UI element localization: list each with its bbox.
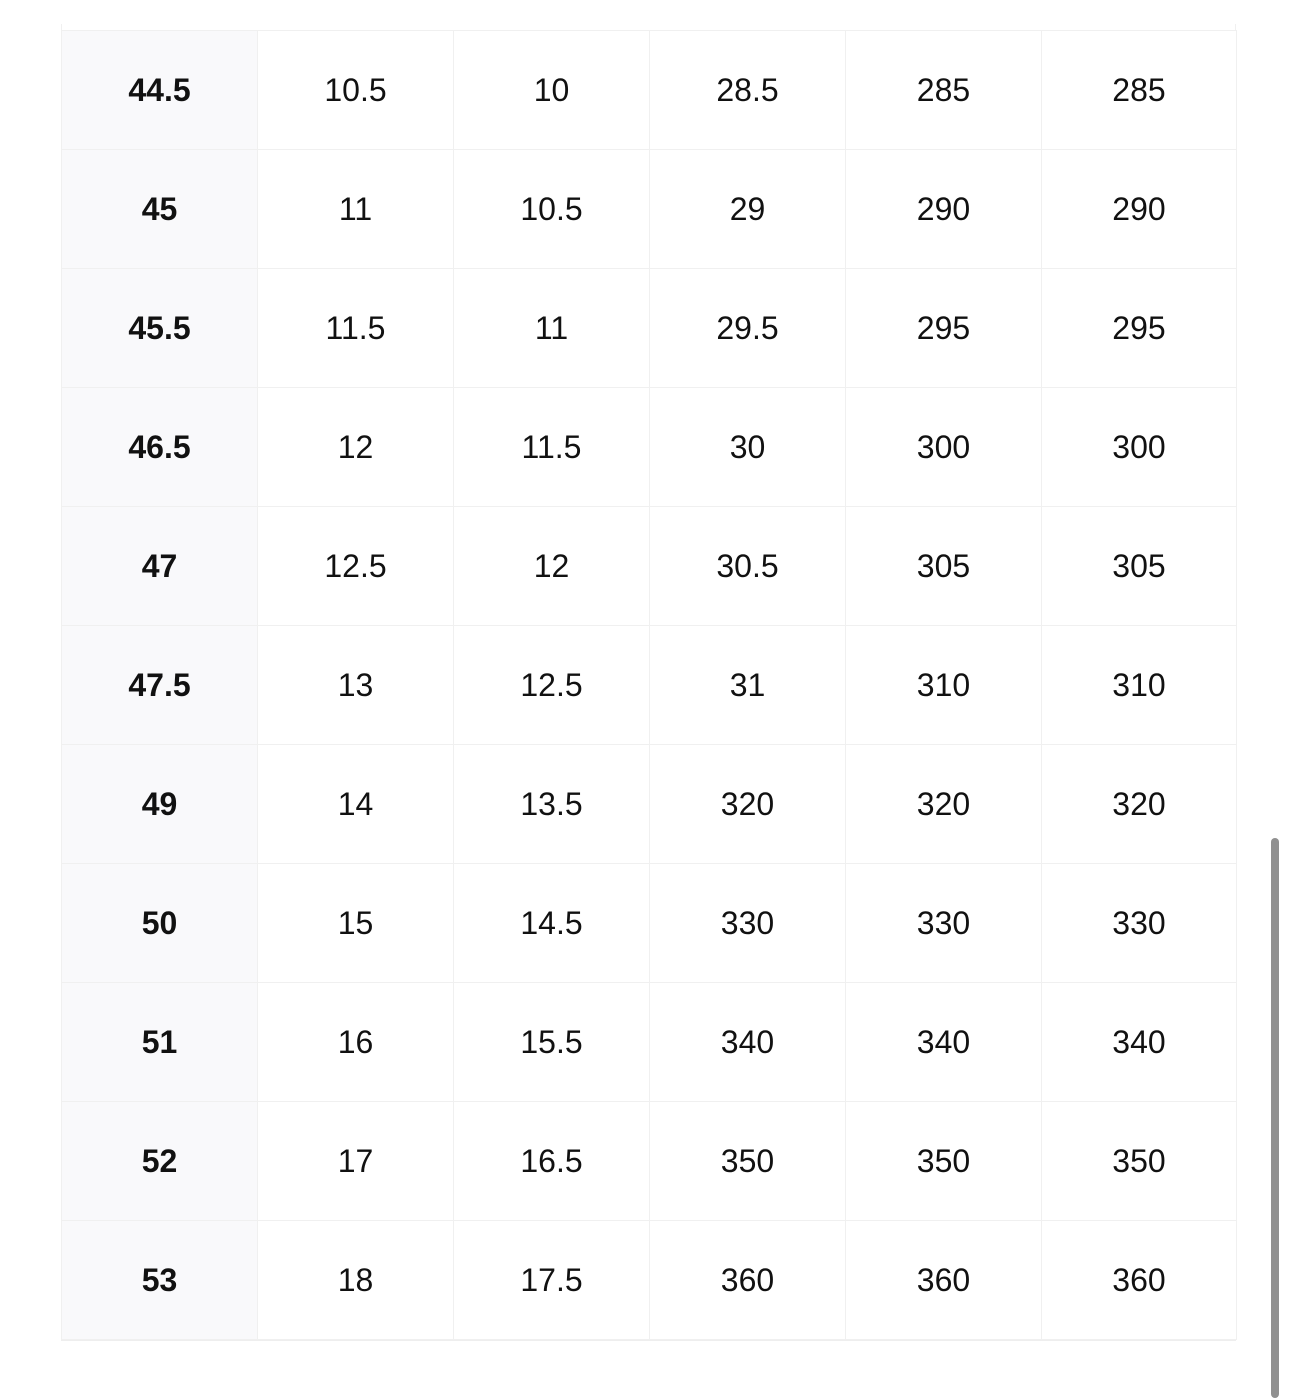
table-row [62, 1102, 1237, 1221]
size-eu-cell: 52 [62, 1102, 258, 1221]
size-value-cell: 350 [650, 1102, 846, 1221]
size-chart-table [61, 30, 1236, 1341]
size-value-cell: 15.5 [454, 983, 650, 1102]
size-value-cell: 320 [650, 745, 846, 864]
size-eu-cell: 45 [62, 150, 258, 269]
size-value-cell: 16 [258, 983, 454, 1102]
size-value-cell: 285 [846, 31, 1042, 150]
size-chart-body [62, 31, 1237, 1340]
table-row [62, 864, 1237, 983]
size-value-cell: 29 [650, 150, 846, 269]
size-eu-cell: 47.5 [62, 626, 258, 745]
table-row [62, 269, 1237, 388]
size-value-cell: 12 [258, 388, 454, 507]
size-value-cell: 295 [1042, 269, 1237, 388]
size-value-cell: 290 [846, 150, 1042, 269]
size-value-cell: 13.5 [454, 745, 650, 864]
size-value-cell: 305 [846, 507, 1042, 626]
size-eu-cell: 46.5 [62, 388, 258, 507]
table-row [62, 507, 1237, 626]
size-value-cell: 320 [846, 745, 1042, 864]
size-value-cell: 18 [258, 1221, 454, 1340]
size-eu-cell: 44.5 [62, 31, 258, 150]
size-eu-cell: 50 [62, 864, 258, 983]
size-value-cell: 360 [1042, 1221, 1237, 1340]
size-value-cell: 30 [650, 388, 846, 507]
size-value-cell: 12.5 [454, 626, 650, 745]
size-value-cell: 30.5 [650, 507, 846, 626]
size-value-cell: 11.5 [258, 269, 454, 388]
size-value-cell: 360 [650, 1221, 846, 1340]
size-value-cell: 305 [1042, 507, 1237, 626]
size-value-cell: 310 [846, 626, 1042, 745]
size-value-cell: 360 [846, 1221, 1042, 1340]
table-row [62, 626, 1237, 745]
table-row [62, 983, 1237, 1102]
size-value-cell: 10.5 [454, 150, 650, 269]
size-value-cell: 17.5 [454, 1221, 650, 1340]
size-eu-cell: 53 [62, 1221, 258, 1340]
size-value-cell: 31 [650, 626, 846, 745]
size-value-cell: 310 [1042, 626, 1237, 745]
table-row [62, 388, 1237, 507]
size-value-cell: 290 [1042, 150, 1237, 269]
size-value-cell: 340 [1042, 983, 1237, 1102]
size-value-cell: 14 [258, 745, 454, 864]
size-value-cell: 28.5 [650, 31, 846, 150]
size-value-cell: 330 [650, 864, 846, 983]
size-eu-cell: 49 [62, 745, 258, 864]
vertical-scrollbar[interactable] [1271, 838, 1279, 1398]
size-eu-cell: 47 [62, 507, 258, 626]
table-row [62, 150, 1237, 269]
size-eu-cell: 51 [62, 983, 258, 1102]
size-value-cell: 350 [1042, 1102, 1237, 1221]
size-value-cell: 16.5 [454, 1102, 650, 1221]
size-value-cell: 285 [1042, 31, 1237, 150]
size-value-cell: 300 [1042, 388, 1237, 507]
table-row [62, 745, 1237, 864]
size-value-cell: 10 [454, 31, 650, 150]
size-value-cell: 350 [846, 1102, 1042, 1221]
size-value-cell: 13 [258, 626, 454, 745]
table-row [62, 31, 1237, 150]
size-value-cell: 330 [1042, 864, 1237, 983]
size-value-cell: 320 [1042, 745, 1237, 864]
size-value-cell: 12 [454, 507, 650, 626]
size-value-cell: 11 [258, 150, 454, 269]
size-value-cell: 17 [258, 1102, 454, 1221]
size-value-cell: 11.5 [454, 388, 650, 507]
size-value-cell: 295 [846, 269, 1042, 388]
table-row [62, 1221, 1237, 1340]
size-value-cell: 340 [846, 983, 1042, 1102]
size-value-cell: 29.5 [650, 269, 846, 388]
size-value-cell: 11 [454, 269, 650, 388]
size-value-cell: 12.5 [258, 507, 454, 626]
size-value-cell: 10.5 [258, 31, 454, 150]
size-value-cell: 330 [846, 864, 1042, 983]
size-eu-cell: 45.5 [62, 269, 258, 388]
size-value-cell: 340 [650, 983, 846, 1102]
size-value-cell: 14.5 [454, 864, 650, 983]
size-value-cell: 300 [846, 388, 1042, 507]
size-value-cell: 15 [258, 864, 454, 983]
